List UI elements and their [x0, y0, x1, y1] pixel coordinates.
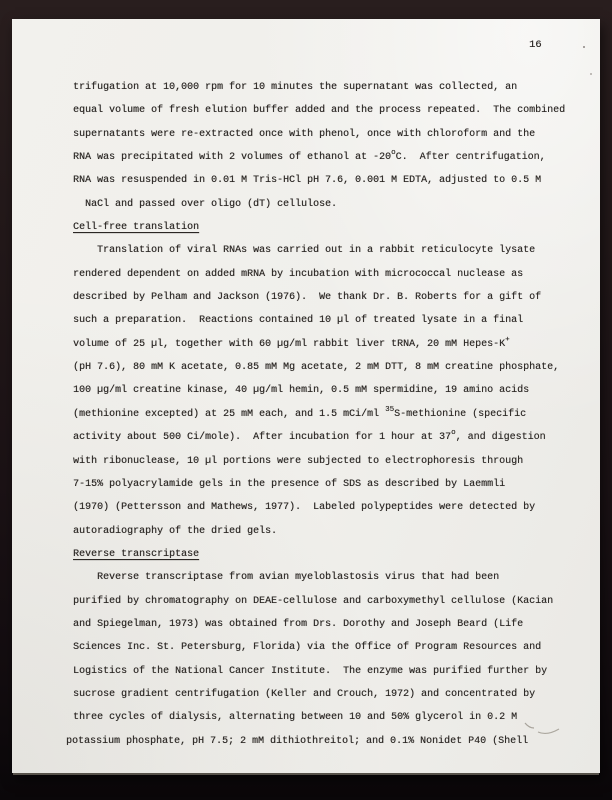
ink-speck — [590, 73, 592, 75]
text-line: 100 µg/ml creatine kinase, 40 µg/ml hemin, 0.5 mM spermidine, 19 amino acids — [73, 385, 530, 397]
text-line: supernatants were re-extracted once with phenol, once with chloroform and the — [73, 128, 536, 140]
text-line: autoradiography of the dried gels. — [73, 525, 278, 537]
text-line: Logistics of the National Cancer Institute. The enzyme was purified further by — [73, 665, 548, 677]
text-line: RNA was resuspended in 0.01 M Tris-HCl pH 7.6, 0.001 M EDTA, adjusted to 0.5 M — [73, 175, 542, 187]
ink-speck — [583, 46, 585, 48]
text-line: activity about 500 Ci/mole). After incubation for 1 hour at 37$^o$, and digestion — [73, 429, 546, 444]
text-line: and Spiegelman, 1973) was obtained from Drs. Dorothy and Joseph Beard (Life — [73, 618, 524, 630]
text-line: NaCl and passed over oligo (dT) cellulose. — [73, 198, 338, 210]
text-line: (pH 7.6), 80 mM K acetate, 0.85 mM Mg acetate, 2 mM DTT, 8 mM creatine phosphate, — [73, 362, 560, 374]
text-line: Reverse transcriptase from avian myeloblastosis virus that had been — [73, 572, 500, 584]
text-line: (methionine excepted) at 25 mM each, and 1.5 mCi/ml $^{35}$S-methionine (specific — [73, 405, 527, 420]
text-line: purified by chromatography on DEAE-cellulose and carboxymethyl cellulose (Kacian — [73, 595, 554, 607]
text-line: Translation of viral RNAs was carried out in a rabbit reticulocyte lysate — [73, 245, 536, 257]
text-line: with ribonuclease, 10 µl portions were subjected to electrophoresis through — [73, 455, 524, 467]
text-line: RNA was precipitated with 2 volumes of ethanol at -20$^o$C. After centrifugation, — [73, 149, 546, 164]
text-line: equal volume of fresh elution buffer added and the process repeated. The combined — [73, 105, 566, 117]
text-line: sucrose gradient centrifugation (Keller and Crouch, 1972) and concentrated by — [73, 688, 536, 700]
text-line: (1970) (Pettersson and Mathews, 1977). Labeled polypeptides were detected by — [73, 502, 536, 514]
document-page — [12, 19, 600, 773]
text-line: such a preparation. Reactions contained 10 µl of treated lysate in a final — [73, 315, 524, 327]
page-text — [66, 76, 585, 753]
section-heading: Cell-free translation — [73, 222, 200, 234]
text-line: rendered dependent on added mRNA by incubation with micrococcal nuclease as — [73, 268, 524, 280]
text-line: Sciences Inc. St. Petersburg, Florida) via the Office of Program Resources and — [73, 642, 542, 654]
page-number: 16 — [529, 39, 542, 51]
text-line: volume of 25 µl, together with 60 µg/ml rabbit liver tRNA, 20 mM Hepes-K+ — [73, 335, 510, 350]
section-heading: Reverse transcriptase — [73, 548, 200, 560]
pencil-mark — [507, 701, 571, 741]
text-line: described by Pelham and Jackson (1976). We thank Dr. B. Roberts for a gift of — [73, 292, 542, 304]
text-line: 7-15% polyacrylamide gels in the presence of SDS as described by Laemmli — [73, 478, 506, 490]
text-line: trifugation at 10,000 rpm for 10 minutes the supernatant was collected, an — [73, 82, 518, 93]
text-line: potassium phosphate, pH 7.5; 2 mM dithiothreitol; and 0.1% Nonidet P40 (Shell — [66, 735, 529, 747]
text-line: three cycles of dialysis, alternating between 10 and 50% glycerol in 0.2 M — [73, 712, 518, 724]
